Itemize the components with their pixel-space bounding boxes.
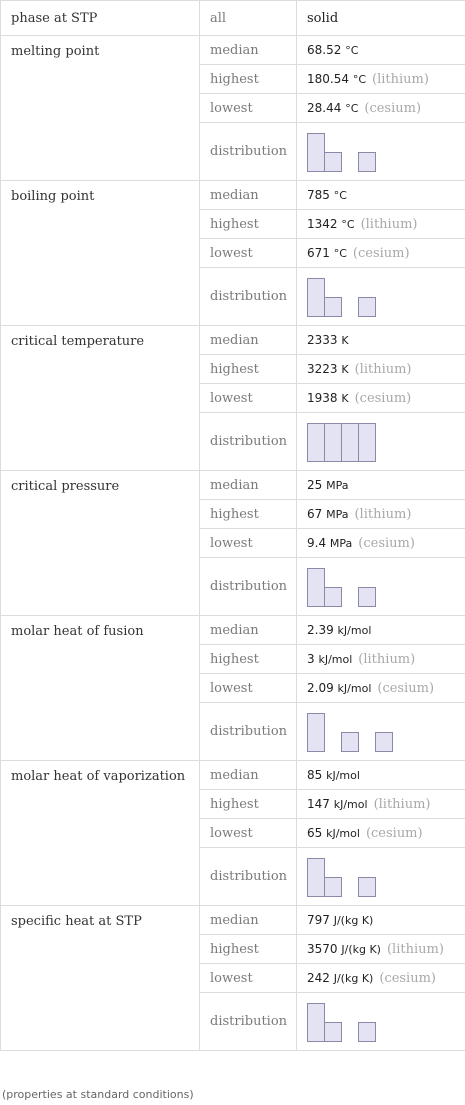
distribution-cell xyxy=(297,558,465,616)
distribution-cell xyxy=(297,848,465,906)
histogram-bar xyxy=(325,423,342,461)
distribution-histogram xyxy=(307,856,377,898)
distribution-label: distribution xyxy=(200,993,297,1051)
median-value xyxy=(297,471,465,500)
value-unit: K xyxy=(341,362,349,376)
value-unit: J/(kg K) xyxy=(333,971,374,985)
value-unit: °C xyxy=(333,246,347,260)
value-unit: kJ/mol xyxy=(318,652,353,666)
lowest-label: lowest xyxy=(200,384,297,413)
lowest-value xyxy=(297,964,465,993)
value-number: 28.44 xyxy=(307,100,342,115)
highest-label: highest xyxy=(200,790,297,819)
distribution-label: distribution xyxy=(200,558,297,616)
value-unit: K xyxy=(341,391,349,405)
histogram-bar xyxy=(308,1003,325,1041)
highest-value xyxy=(297,210,465,239)
distribution-label: distribution xyxy=(200,848,297,906)
element-note: (lithium) xyxy=(358,651,416,667)
value-unit: °C xyxy=(345,101,359,115)
distribution-histogram xyxy=(307,566,377,608)
lowest-value xyxy=(297,94,465,123)
distribution-histogram xyxy=(307,421,377,463)
element-note: (lithium) xyxy=(372,71,429,87)
element-note: (cesium) xyxy=(379,970,436,986)
value-number: 2.09 xyxy=(307,680,334,695)
median-label: median xyxy=(200,761,297,790)
histogram-bar xyxy=(359,877,376,896)
stat-row xyxy=(1,326,465,355)
value-unit: kJ/mol xyxy=(326,769,360,782)
value-number: 68.52 xyxy=(307,43,342,57)
highest-value xyxy=(297,500,465,529)
lowest-value xyxy=(297,239,465,268)
histogram-bar xyxy=(359,587,376,606)
median-label: median xyxy=(200,471,297,500)
value-number: 9.4 xyxy=(307,535,327,550)
distribution-histogram xyxy=(307,1001,377,1043)
element-note: (lithium) xyxy=(360,216,418,232)
histogram-bar xyxy=(342,423,359,461)
histogram-bar xyxy=(325,587,342,606)
highest-value xyxy=(297,65,465,94)
lowest-label: lowest xyxy=(200,239,297,268)
distribution-label: distribution xyxy=(200,413,297,471)
property-name: critical pressure xyxy=(1,471,200,616)
element-note: (cesium) xyxy=(354,390,412,406)
lowest-label: lowest xyxy=(200,674,297,703)
lowest-label: lowest xyxy=(200,964,297,993)
header-group: all xyxy=(200,1,297,36)
highest-value xyxy=(297,935,465,964)
histogram-bar xyxy=(359,423,376,461)
value-unit: MPa xyxy=(329,536,353,550)
histogram-bar xyxy=(342,732,359,751)
stat-row xyxy=(1,906,465,935)
highest-label: highest xyxy=(200,645,297,674)
element-note: (lithium) xyxy=(386,941,444,957)
median-value xyxy=(297,906,465,935)
distribution-label: distribution xyxy=(200,123,297,181)
histogram-bar xyxy=(359,152,376,171)
element-note: (cesium) xyxy=(358,535,415,551)
property-name: molar heat of vaporization xyxy=(1,761,200,906)
property-name: critical temperature xyxy=(1,326,200,471)
median-value xyxy=(297,616,465,645)
histogram-bar xyxy=(308,568,325,606)
lowest-value xyxy=(297,819,465,848)
distribution-histogram xyxy=(307,711,394,753)
highest-label: highest xyxy=(200,500,297,529)
value-number: 785 xyxy=(307,188,330,202)
highest-label: highest xyxy=(200,210,297,239)
footnote: (properties at standard conditions) xyxy=(2,1088,194,1101)
header-value: solid xyxy=(297,1,465,36)
histogram-bar xyxy=(325,1022,342,1041)
median-value xyxy=(297,761,465,790)
value-unit: °C xyxy=(341,217,355,231)
median-value xyxy=(297,36,465,65)
value-number: 671 xyxy=(307,245,330,260)
highest-value xyxy=(297,355,465,384)
histogram-bar xyxy=(308,713,325,751)
value-unit: °C xyxy=(333,189,347,202)
distribution-histogram xyxy=(307,276,377,318)
value-unit: kJ/mol xyxy=(337,624,372,637)
histogram-bar xyxy=(308,133,325,171)
value-unit: MPa xyxy=(326,479,349,492)
value-number: 25 xyxy=(307,478,323,492)
distribution-cell xyxy=(297,413,465,471)
histogram-bar xyxy=(376,732,393,751)
value-number: 3570 xyxy=(307,941,338,956)
lowest-label: lowest xyxy=(200,529,297,558)
property-name: specific heat at STP xyxy=(1,906,200,1051)
lowest-value xyxy=(297,529,465,558)
value-unit: kJ/mol xyxy=(326,826,360,840)
median-label: median xyxy=(200,326,297,355)
stat-row xyxy=(1,616,465,645)
median-label: median xyxy=(200,181,297,210)
value-unit: kJ/mol xyxy=(333,797,368,811)
element-note: (cesium) xyxy=(364,100,422,116)
histogram-bar xyxy=(308,278,325,316)
median-label: median xyxy=(200,906,297,935)
header-property: phase at STP xyxy=(1,1,200,36)
header-row xyxy=(1,1,465,36)
value-number: 1342 xyxy=(307,216,338,231)
value-unit: kJ/mol xyxy=(337,681,372,695)
histogram-bar xyxy=(325,152,342,171)
median-label: median xyxy=(200,616,297,645)
value-number: 67 xyxy=(307,506,323,521)
value-number: 242 xyxy=(307,970,330,985)
distribution-histogram xyxy=(307,131,377,173)
element-note: (lithium) xyxy=(373,796,431,812)
value-number: 2333 xyxy=(307,333,338,347)
value-number: 180.54 xyxy=(307,71,349,86)
histogram-bar xyxy=(359,1022,376,1041)
value-unit: MPa xyxy=(326,507,349,521)
distribution-label: distribution xyxy=(200,703,297,761)
highest-label: highest xyxy=(200,65,297,94)
element-note: (lithium) xyxy=(354,506,412,522)
value-unit: J/(kg K) xyxy=(341,942,381,956)
distribution-cell xyxy=(297,268,465,326)
histogram-bar xyxy=(308,423,325,461)
lowest-label: lowest xyxy=(200,94,297,123)
histogram-bar xyxy=(325,877,342,896)
histogram-bar xyxy=(308,858,325,896)
value-number: 797 xyxy=(307,913,330,927)
median-value xyxy=(297,326,465,355)
element-note: (cesium) xyxy=(365,825,423,841)
value-number: 147 xyxy=(307,796,330,811)
property-name: melting point xyxy=(1,36,200,181)
value-unit: J/(kg K) xyxy=(333,914,374,927)
stat-row xyxy=(1,471,465,500)
lowest-value xyxy=(297,384,465,413)
distribution-cell xyxy=(297,703,465,761)
stat-row xyxy=(1,181,465,210)
property-name: boiling point xyxy=(1,181,200,326)
distribution-cell xyxy=(297,123,465,181)
element-note: (lithium) xyxy=(354,361,412,377)
stat-row xyxy=(1,36,465,65)
value-unit: K xyxy=(341,334,349,347)
histogram-bar xyxy=(325,297,342,316)
median-value xyxy=(297,181,465,210)
histogram-bar xyxy=(359,297,376,316)
stat-row xyxy=(1,761,465,790)
highest-label: highest xyxy=(200,355,297,384)
value-unit: °C xyxy=(352,72,367,86)
value-number: 3223 xyxy=(307,361,338,376)
highest-label: highest xyxy=(200,935,297,964)
lowest-value xyxy=(297,674,465,703)
value-number: 85 xyxy=(307,768,323,782)
value-unit: °C xyxy=(345,44,359,57)
property-name: molar heat of fusion xyxy=(1,616,200,761)
highest-value xyxy=(297,645,465,674)
median-label: median xyxy=(200,36,297,65)
value-number: 1938 xyxy=(307,390,338,405)
value-number: 3 xyxy=(307,651,315,666)
distribution-cell xyxy=(297,993,465,1051)
element-note: (cesium) xyxy=(377,680,435,696)
distribution-label: distribution xyxy=(200,268,297,326)
element-note: (cesium) xyxy=(352,245,410,261)
value-number: 2.39 xyxy=(307,623,334,637)
highest-value xyxy=(297,790,465,819)
value-number: 65 xyxy=(307,825,323,840)
lowest-label: lowest xyxy=(200,819,297,848)
